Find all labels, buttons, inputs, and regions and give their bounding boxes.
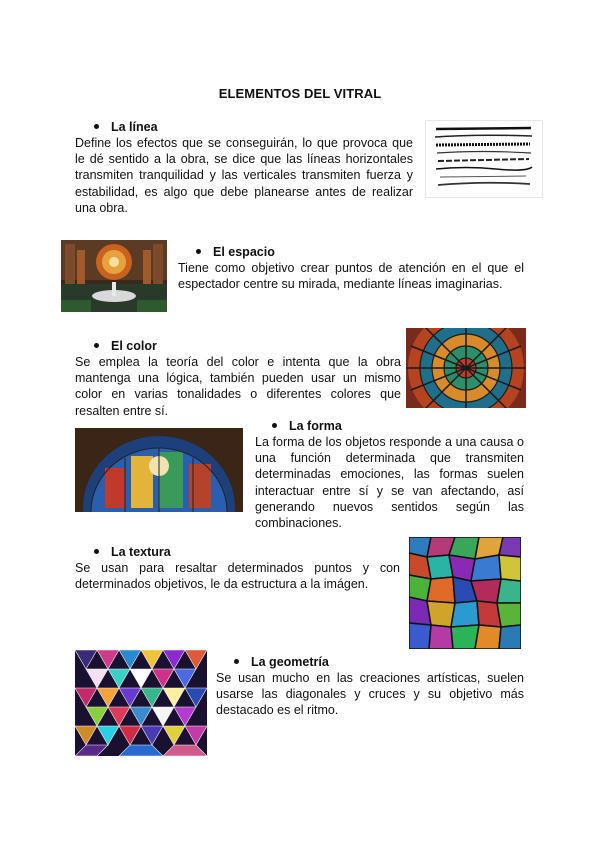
bullet-icon (94, 549, 99, 554)
section-heading-textura (94, 544, 171, 560)
section-heading-color (94, 338, 157, 354)
section-heading-geometria (234, 654, 329, 670)
section-text-textura: Se usan para resaltar determinados puntos y con determinados objetivos, le da estructura a la imágen. (75, 561, 400, 592)
brush-strokes-image (425, 120, 543, 198)
section-heading-linea (94, 119, 158, 135)
section-text-color: Se emplea la teoría del color e intenta que la obra mantenga una lógica, también pueden usar un mismo color en varias tonalidades o diferentes colores que resalten entre sí. (75, 355, 401, 418)
radial-stained-glass-image (406, 328, 526, 408)
bullet-icon (94, 124, 99, 129)
section-heading-espacio (196, 244, 275, 260)
heading-text: El color (111, 339, 157, 353)
section-text-geometria: Se usan mucho en las creaciones artísticas, suelen usarse las diagonales y cruces y su objetivo más destacado es el ritmo. (216, 671, 524, 718)
heading-text: La geometría (251, 655, 329, 669)
cathedral-interior-image (61, 240, 167, 312)
heading-text: La textura (111, 545, 171, 559)
geometric-triangles-image (75, 650, 207, 756)
mosaic-texture-image (409, 537, 521, 649)
section-text-espacio: Tiene como objetivo crear puntos de atención en el que el espectador centre su mirada, mediante líneas imaginarias. (178, 261, 524, 292)
section-text-linea: Define los efectos que se conseguirán, lo que provoca que le dé sentido a la obra, se dice que las líneas horizontales transmiten tranquilidad y las verticales transmiten fuerza y estabilidad, es algo que debe planearse antes de realizar una obra. (75, 136, 413, 215)
section-heading-forma (272, 418, 342, 434)
heading-text: La línea (111, 120, 158, 134)
arched-stained-glass-image (75, 428, 243, 512)
heading-text: La forma (289, 419, 342, 433)
bullet-icon (272, 423, 277, 428)
section-text-forma: La forma de los objetos responde a una causa o una función determinada que transmiten determinadas emociones, las formas suelen interactuar entre sí y se van afectando, así generando nuevos sentidos según las combinaciones. (255, 435, 524, 531)
heading-text: El espacio (213, 245, 275, 259)
bullet-icon (234, 659, 239, 664)
page-title: ELEMENTOS DEL VITRAL (218, 86, 382, 101)
bullet-icon (196, 249, 201, 254)
bullet-icon (94, 343, 99, 348)
